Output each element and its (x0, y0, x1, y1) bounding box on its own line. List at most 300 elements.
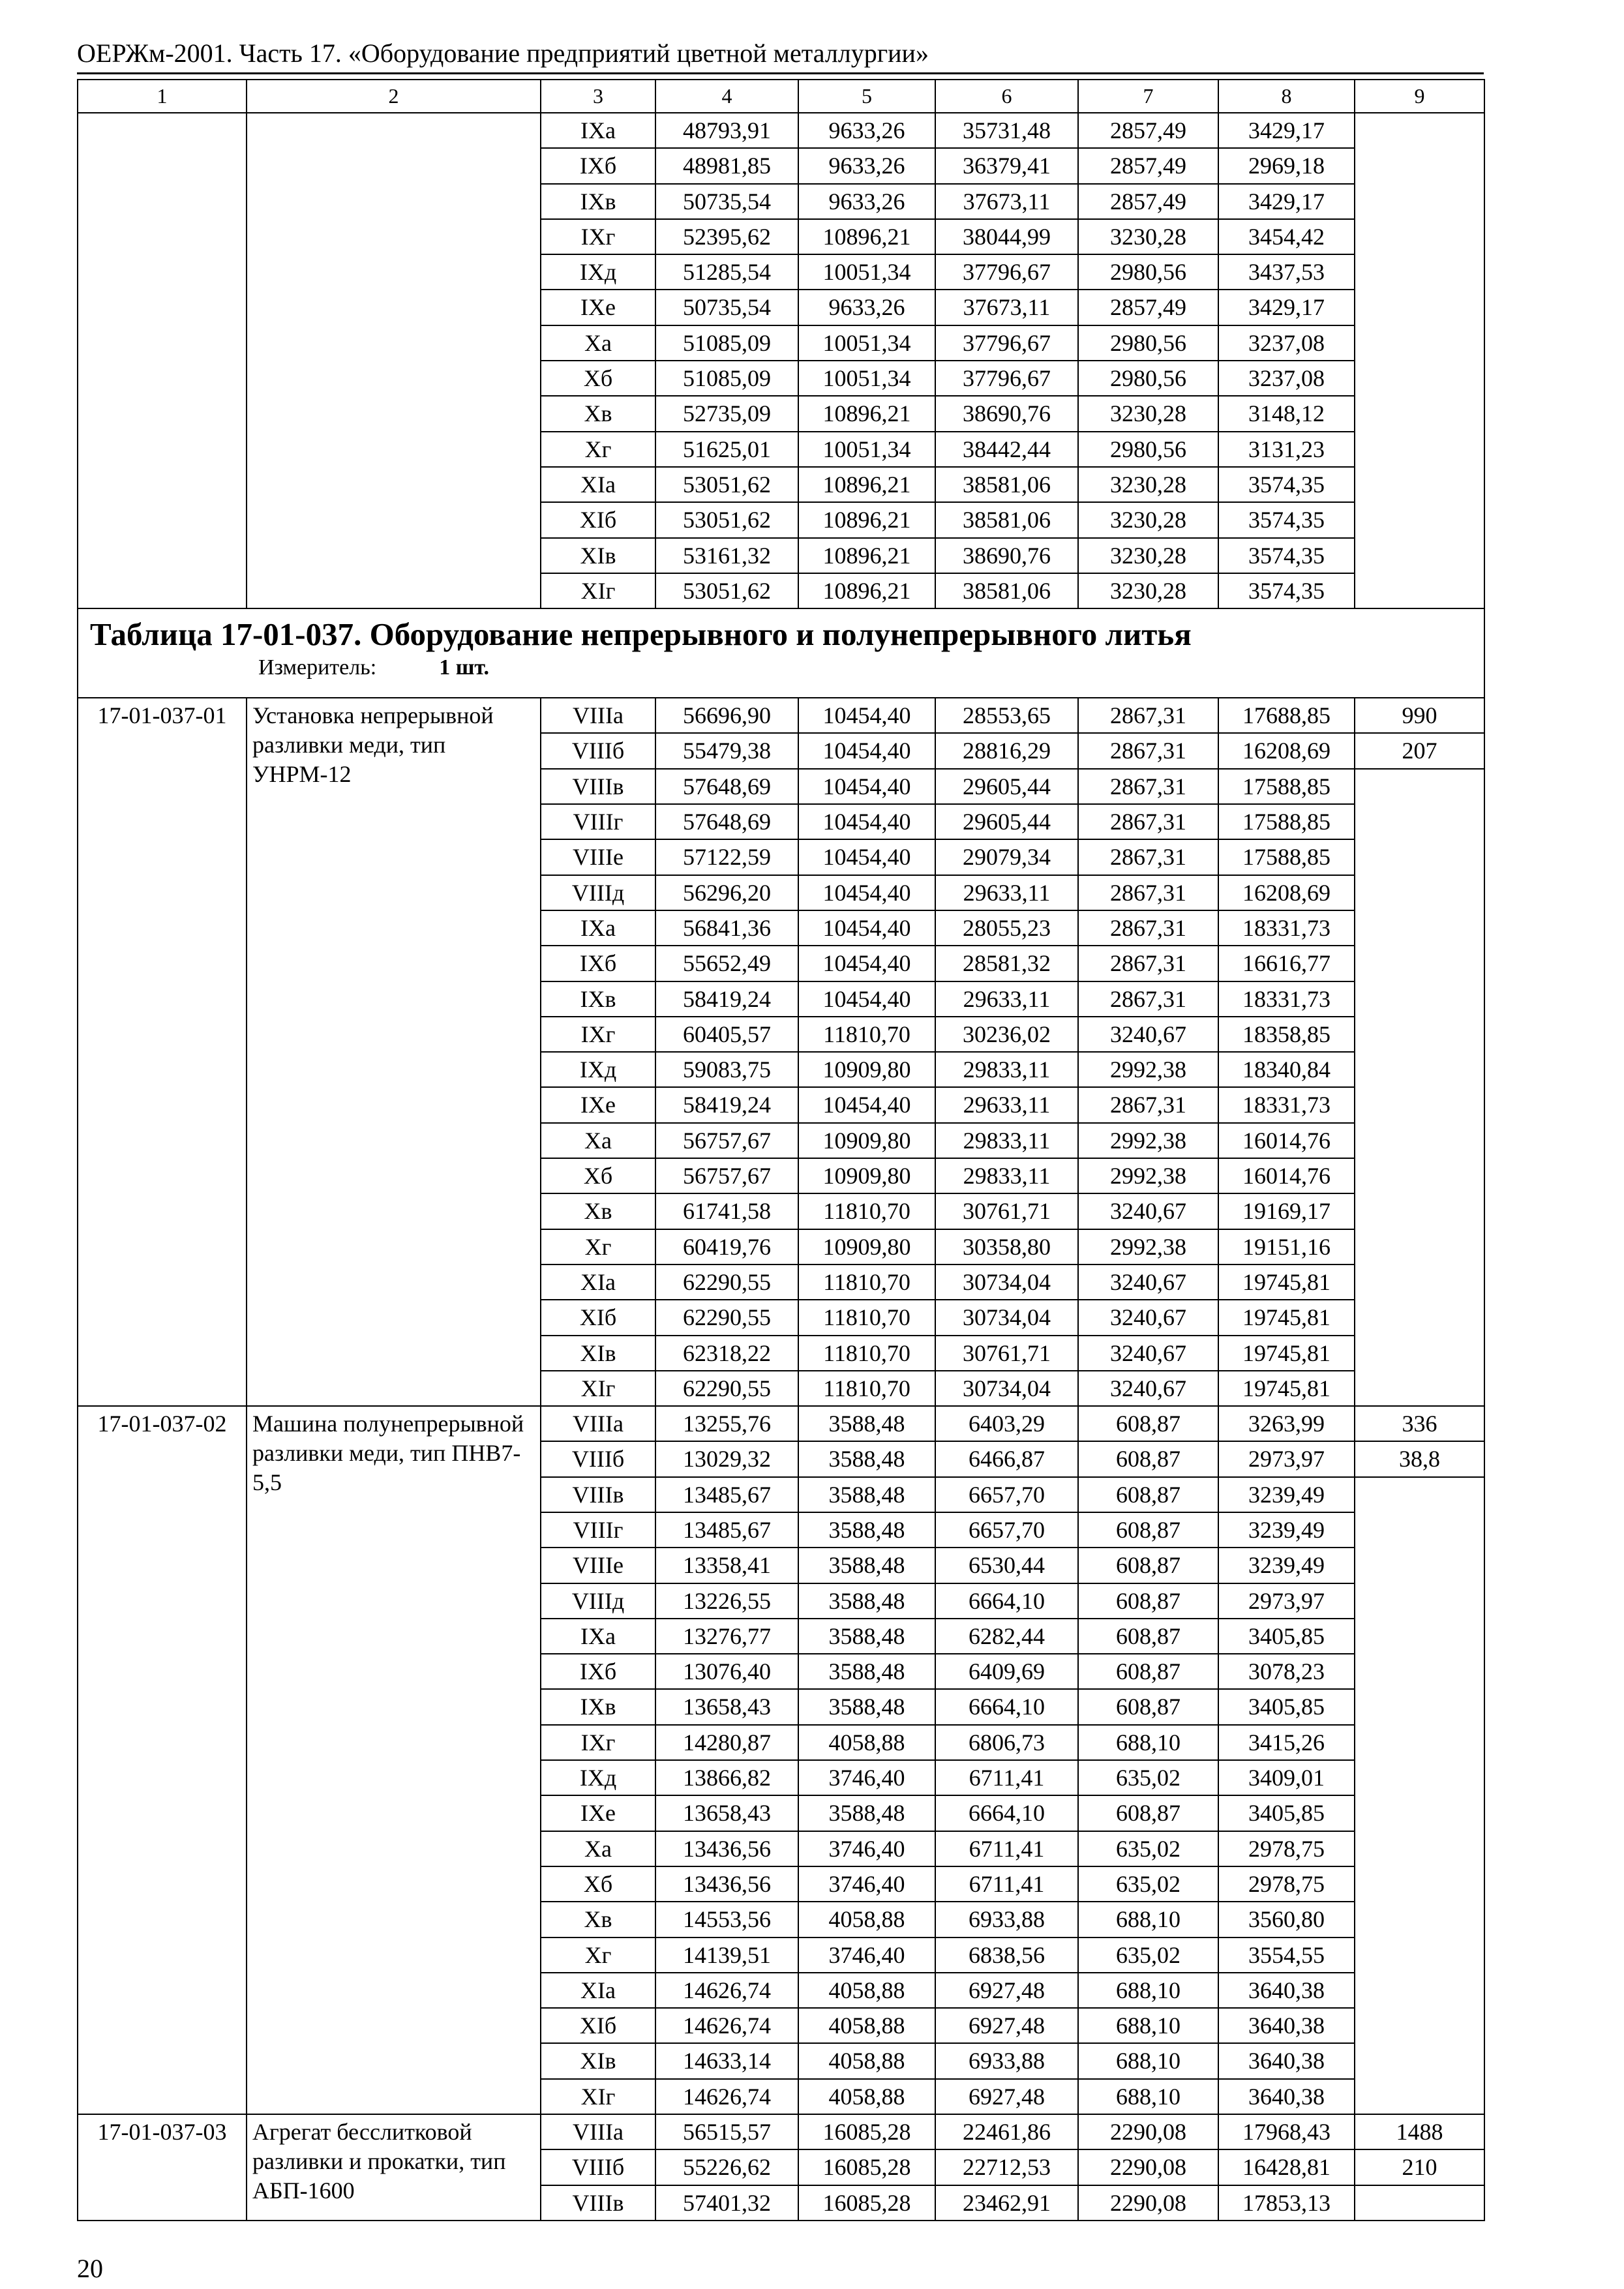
value-cell: 2867,31 (1078, 981, 1218, 1017)
value-cell: 18331,73 (1218, 981, 1355, 1017)
value-cell: 62290,55 (655, 1371, 798, 1406)
value-cell: 56757,67 (655, 1123, 798, 1158)
value-cell: 2867,31 (1078, 1087, 1218, 1122)
value-cell: 688,10 (1078, 2008, 1218, 2043)
value-cell: 18358,85 (1218, 1017, 1355, 1052)
value-cell: 688,10 (1078, 2079, 1218, 2114)
value-cell: 6282,44 (935, 1619, 1078, 1654)
value-cell: 3148,12 (1218, 396, 1355, 431)
value-cell: 10454,40 (798, 875, 935, 910)
value-cell: 2867,31 (1078, 839, 1218, 875)
value-cell: 11810,70 (798, 1300, 935, 1335)
zone-cell: VIIIа (541, 698, 655, 733)
value-cell: 688,10 (1078, 2043, 1218, 2078)
col9-cell-empty (1355, 113, 1484, 608)
value-cell: 51085,09 (655, 361, 798, 396)
value-cell: 14626,74 (655, 1973, 798, 2008)
zone-cell: IXв (541, 981, 655, 1017)
value-cell: 6409,69 (935, 1654, 1078, 1689)
value-cell: 3230,28 (1078, 573, 1218, 608)
value-cell: 17588,85 (1218, 804, 1355, 839)
value-cell: 38044,99 (935, 219, 1078, 254)
value-cell: 688,10 (1078, 1902, 1218, 1937)
value-cell: 14553,56 (655, 1902, 798, 1937)
value-cell: 6664,10 (935, 1795, 1078, 1831)
value-cell: 19745,81 (1218, 1336, 1355, 1371)
value-cell: 29633,11 (935, 875, 1078, 910)
value-cell: 11810,70 (798, 1193, 935, 1229)
value-cell: 53051,62 (655, 467, 798, 502)
value-cell: 3263,99 (1218, 1406, 1355, 1441)
value-cell: 57648,69 (655, 769, 798, 804)
value-cell: 3240,67 (1078, 1336, 1218, 1371)
value-cell: 16014,76 (1218, 1123, 1355, 1158)
value-cell: 6838,56 (935, 1937, 1078, 1973)
value-cell: 13658,43 (655, 1795, 798, 1831)
value-cell: 3574,35 (1218, 502, 1355, 537)
zone-cell: VIIIв (541, 769, 655, 804)
value-cell: 2290,08 (1078, 2149, 1218, 2185)
value-cell: 6711,41 (935, 1760, 1078, 1795)
value-cell: 3230,28 (1078, 219, 1218, 254)
value-cell: 50735,54 (655, 184, 798, 219)
value-cell: 22712,53 (935, 2149, 1078, 2185)
value-cell: 3240,67 (1078, 1300, 1218, 1335)
value-cell: 37673,11 (935, 184, 1078, 219)
zone-cell: XIа (541, 467, 655, 502)
value-cell: 3746,40 (798, 1760, 935, 1795)
value-cell: 14633,14 (655, 2043, 798, 2078)
value-cell: 51085,09 (655, 325, 798, 361)
zone-cell: Xб (541, 1866, 655, 1902)
value-cell: 3454,42 (1218, 219, 1355, 254)
value-cell: 13866,82 (655, 1760, 798, 1795)
zone-cell: Xа (541, 325, 655, 361)
value-cell: 10909,80 (798, 1052, 935, 1087)
zone-cell: XIг (541, 1371, 655, 1406)
value-cell: 58419,24 (655, 981, 798, 1017)
item-name: Установка непрерывной разливки меди, тип УНРМ-12 (247, 698, 541, 1406)
value-cell: 3429,17 (1218, 184, 1355, 219)
value-cell: 10909,80 (798, 1158, 935, 1193)
zone-cell: VIIIа (541, 1406, 655, 1441)
value-cell: 30734,04 (935, 1300, 1078, 1335)
value-cell: 56757,67 (655, 1158, 798, 1193)
value-cell: 608,87 (1078, 1654, 1218, 1689)
value-cell: 10454,40 (798, 839, 935, 875)
column-number-row (78, 80, 1484, 113)
zone-cell: IXг (541, 219, 655, 254)
zone-cell: XIв (541, 2043, 655, 2078)
value-cell: 28553,65 (935, 698, 1078, 733)
value-cell: 6530,44 (935, 1548, 1078, 1583)
value-cell: 6657,70 (935, 1512, 1078, 1548)
value-cell: 60405,57 (655, 1017, 798, 1052)
value-cell: 30734,04 (935, 1264, 1078, 1300)
value-cell: 6403,29 (935, 1406, 1078, 1441)
value-cell: 6711,41 (935, 1866, 1078, 1902)
value-cell: 56296,20 (655, 875, 798, 910)
value-cell: 608,87 (1078, 1477, 1218, 1512)
value-cell: 38690,76 (935, 396, 1078, 431)
value-cell: 16085,28 (798, 2149, 935, 2185)
value-cell: 2857,49 (1078, 148, 1218, 183)
value-cell: 3554,55 (1218, 1937, 1355, 1973)
value-cell: 3240,67 (1078, 1371, 1218, 1406)
col9-empty (1355, 1477, 1484, 2114)
value-cell: 28581,32 (935, 946, 1078, 981)
zone-cell: IXе (541, 1795, 655, 1831)
value-cell: 57401,32 (655, 2185, 798, 2221)
value-cell: 38690,76 (935, 538, 1078, 573)
value-cell: 4058,88 (798, 1973, 935, 2008)
zone-cell: Xб (541, 361, 655, 396)
value-cell: 10896,21 (798, 502, 935, 537)
value-cell: 3588,48 (798, 1406, 935, 1441)
value-cell: 3230,28 (1078, 467, 1218, 502)
table-title-cell (78, 608, 1484, 698)
value-cell: 14280,87 (655, 1725, 798, 1760)
zone-cell: IXб (541, 1654, 655, 1689)
value-cell: 13485,67 (655, 1477, 798, 1512)
column-number: 2 (247, 80, 541, 113)
zone-cell: Xг (541, 1229, 655, 1264)
item-code: 17-01-037-01 (78, 698, 247, 1406)
value-cell: 19745,81 (1218, 1264, 1355, 1300)
value-cell: 10896,21 (798, 538, 935, 573)
value-cell: 10896,21 (798, 573, 935, 608)
value-cell: 10454,40 (798, 698, 935, 733)
value-cell: 29633,11 (935, 1087, 1078, 1122)
value-cell: 10051,34 (798, 432, 935, 467)
zone-cell: IXе (541, 1087, 655, 1122)
zone-cell: VIIIг (541, 1512, 655, 1548)
value-cell: 6933,88 (935, 1902, 1078, 1937)
value-cell: 16208,69 (1218, 733, 1355, 768)
value-cell: 635,02 (1078, 1866, 1218, 1902)
value-cell: 608,87 (1078, 1406, 1218, 1441)
value-cell: 30236,02 (935, 1017, 1078, 1052)
value-cell: 57648,69 (655, 804, 798, 839)
column-number: 4 (655, 80, 798, 113)
value-cell: 62290,55 (655, 1300, 798, 1335)
value-cell: 608,87 (1078, 1512, 1218, 1548)
value-cell: 3640,38 (1218, 2043, 1355, 2078)
value-cell: 13436,56 (655, 1831, 798, 1866)
value-cell: 11810,70 (798, 1336, 935, 1371)
value-cell: 13436,56 (655, 1866, 798, 1902)
value-cell: 10051,34 (798, 254, 935, 290)
value-cell: 35731,48 (935, 113, 1078, 148)
value-cell: 2867,31 (1078, 804, 1218, 839)
table-row (78, 698, 1484, 733)
value-cell: 48793,91 (655, 113, 798, 148)
value-cell: 3746,40 (798, 1937, 935, 1973)
price-table-body (78, 80, 1484, 2221)
value-cell: 4058,88 (798, 2079, 935, 2114)
value-cell: 10909,80 (798, 1229, 935, 1264)
item-code: 17-01-037-02 (78, 1406, 247, 2114)
zone-cell: IXе (541, 290, 655, 325)
page-number: 20 (77, 2254, 103, 2283)
item-code: 17-01-037-03 (78, 2114, 247, 2221)
value-cell: 19745,81 (1218, 1371, 1355, 1406)
zone-cell: XIа (541, 1264, 655, 1300)
value-cell: 36379,41 (935, 148, 1078, 183)
zone-cell: XIб (541, 2008, 655, 2043)
value-cell: 2992,38 (1078, 1158, 1218, 1193)
value-cell: 3588,48 (798, 1795, 935, 1831)
zone-cell: Xв (541, 1193, 655, 1229)
value-cell: 688,10 (1078, 1725, 1218, 1760)
table-title: Таблица 17-01-037. Оборудование непрерывного и полунепрерывного литья (90, 616, 1192, 653)
unit-value: 1 шт. (439, 655, 490, 680)
value-cell: 10454,40 (798, 946, 935, 981)
value-cell: 3230,28 (1078, 502, 1218, 537)
value-cell: 52395,62 (655, 219, 798, 254)
value-cell: 3239,49 (1218, 1548, 1355, 1583)
value-cell: 10896,21 (798, 396, 935, 431)
value-cell: 2978,75 (1218, 1866, 1355, 1902)
value-cell: 3405,85 (1218, 1795, 1355, 1831)
value-cell: 3588,48 (798, 1654, 935, 1689)
header-rule (77, 72, 1484, 74)
value-cell: 10909,80 (798, 1123, 935, 1158)
zone-cell: IXг (541, 1017, 655, 1052)
zone-cell: VIIIа (541, 2114, 655, 2149)
value-cell: 608,87 (1078, 1795, 1218, 1831)
value-cell: 3588,48 (798, 1512, 935, 1548)
price-table (77, 79, 1485, 2221)
value-cell: 3588,48 (798, 1583, 935, 1619)
column-number: 9 (1355, 80, 1484, 113)
value-cell: 52735,09 (655, 396, 798, 431)
value-cell: 3746,40 (798, 1831, 935, 1866)
value-cell: 30761,71 (935, 1336, 1078, 1371)
value-cell: 608,87 (1078, 1583, 1218, 1619)
value-cell: 3429,17 (1218, 290, 1355, 325)
value-cell: 2857,49 (1078, 290, 1218, 325)
zone-cell: XIб (541, 502, 655, 537)
value-cell: 2290,08 (1078, 2185, 1218, 2221)
col9-empty (1355, 2185, 1484, 2221)
value-cell: 608,87 (1078, 1619, 1218, 1654)
zone-cell: Xа (541, 1831, 655, 1866)
zone-cell: XIг (541, 2079, 655, 2114)
value-cell: 3240,67 (1078, 1017, 1218, 1052)
value-cell: 9633,26 (798, 290, 935, 325)
value-cell: 38581,06 (935, 573, 1078, 608)
value-cell: 18331,73 (1218, 910, 1355, 946)
col9-value: 207 (1355, 733, 1484, 768)
value-cell: 57122,59 (655, 839, 798, 875)
value-cell: 2980,56 (1078, 361, 1218, 396)
value-cell: 10454,40 (798, 769, 935, 804)
value-cell: 22461,86 (935, 2114, 1078, 2149)
value-cell: 28055,23 (935, 910, 1078, 946)
value-cell: 3409,01 (1218, 1760, 1355, 1795)
column-number: 6 (935, 80, 1078, 113)
value-cell: 6664,10 (935, 1689, 1078, 1724)
value-cell: 17588,85 (1218, 839, 1355, 875)
value-cell: 608,87 (1078, 1548, 1218, 1583)
value-cell: 3437,53 (1218, 254, 1355, 290)
value-cell: 37796,67 (935, 325, 1078, 361)
value-cell: 6933,88 (935, 2043, 1078, 2078)
value-cell: 38581,06 (935, 502, 1078, 537)
zone-cell: VIIIд (541, 875, 655, 910)
value-cell: 2973,97 (1218, 1583, 1355, 1619)
value-cell: 18340,84 (1218, 1052, 1355, 1087)
value-cell: 3574,35 (1218, 573, 1355, 608)
value-cell: 9633,26 (798, 113, 935, 148)
value-cell: 3560,80 (1218, 1902, 1355, 1937)
value-cell: 3588,48 (798, 1441, 935, 1476)
value-cell: 4058,88 (798, 2008, 935, 2043)
column-number: 3 (541, 80, 655, 113)
value-cell: 18331,73 (1218, 1087, 1355, 1122)
column-number: 5 (798, 80, 935, 113)
value-cell: 19745,81 (1218, 1300, 1355, 1335)
col9-empty (1355, 769, 1484, 1406)
col9-value: 336 (1355, 1406, 1484, 1441)
zone-cell: VIIIе (541, 1548, 655, 1583)
value-cell: 23462,91 (935, 2185, 1078, 2221)
zone-cell: VIIIв (541, 1477, 655, 1512)
value-cell: 29833,11 (935, 1158, 1078, 1193)
value-cell: 3078,23 (1218, 1654, 1355, 1689)
value-cell: 2992,38 (1078, 1229, 1218, 1264)
value-cell: 3405,85 (1218, 1619, 1355, 1654)
value-cell: 9633,26 (798, 148, 935, 183)
zone-cell: XIа (541, 1973, 655, 2008)
value-cell: 3240,67 (1078, 1193, 1218, 1229)
value-cell: 688,10 (1078, 1973, 1218, 2008)
zone-cell: Xб (541, 1158, 655, 1193)
value-cell: 10051,34 (798, 361, 935, 396)
value-cell: 19169,17 (1218, 1193, 1355, 1229)
value-cell: 13358,41 (655, 1548, 798, 1583)
value-cell: 3746,40 (798, 1866, 935, 1902)
value-cell: 37673,11 (935, 290, 1078, 325)
value-cell: 56696,90 (655, 698, 798, 733)
value-cell: 29605,44 (935, 804, 1078, 839)
unit-label: Измеритель: (258, 655, 377, 680)
value-cell: 2290,08 (1078, 2114, 1218, 2149)
value-cell: 13658,43 (655, 1689, 798, 1724)
value-cell: 3230,28 (1078, 396, 1218, 431)
value-cell: 6711,41 (935, 1831, 1078, 1866)
value-cell: 9633,26 (798, 184, 935, 219)
zone-cell: Xг (541, 432, 655, 467)
value-cell: 608,87 (1078, 1441, 1218, 1476)
value-cell: 3239,49 (1218, 1512, 1355, 1548)
value-cell: 3574,35 (1218, 467, 1355, 502)
value-cell: 10454,40 (798, 733, 935, 768)
value-cell: 608,87 (1078, 1689, 1218, 1724)
value-cell: 13076,40 (655, 1654, 798, 1689)
value-cell: 4058,88 (798, 2043, 935, 2078)
zone-cell: XIг (541, 573, 655, 608)
value-cell: 61741,58 (655, 1193, 798, 1229)
table-row (78, 1406, 1484, 1441)
value-cell: 28816,29 (935, 733, 1078, 768)
value-cell: 53051,62 (655, 502, 798, 537)
value-cell: 38442,44 (935, 432, 1078, 467)
zone-cell: VIIIб (541, 1441, 655, 1476)
value-cell: 2867,31 (1078, 875, 1218, 910)
value-cell: 13029,32 (655, 1441, 798, 1476)
value-cell: 10051,34 (798, 325, 935, 361)
col9-value: 1488 (1355, 2114, 1484, 2149)
value-cell: 11810,70 (798, 1017, 935, 1052)
value-cell: 3239,49 (1218, 1477, 1355, 1512)
zone-cell: VIIIв (541, 2185, 655, 2221)
zone-cell: Xв (541, 1902, 655, 1937)
zone-cell: VIIIд (541, 1583, 655, 1619)
value-cell: 56515,57 (655, 2114, 798, 2149)
value-cell: 29605,44 (935, 769, 1078, 804)
value-cell: 29079,34 (935, 839, 1078, 875)
value-cell: 2980,56 (1078, 254, 1218, 290)
value-cell: 3240,67 (1078, 1264, 1218, 1300)
value-cell: 29833,11 (935, 1052, 1078, 1087)
value-cell: 13226,55 (655, 1583, 798, 1619)
value-cell: 6466,87 (935, 1441, 1078, 1476)
zone-cell: Xв (541, 396, 655, 431)
value-cell: 30734,04 (935, 1371, 1078, 1406)
value-cell: 2973,97 (1218, 1441, 1355, 1476)
value-cell: 635,02 (1078, 1831, 1218, 1866)
zone-cell: VIIIг (541, 804, 655, 839)
value-cell: 17588,85 (1218, 769, 1355, 804)
value-cell: 29833,11 (935, 1123, 1078, 1158)
value-cell: 50735,54 (655, 290, 798, 325)
value-cell: 29633,11 (935, 981, 1078, 1017)
value-cell: 10454,40 (798, 804, 935, 839)
value-cell: 53161,32 (655, 538, 798, 573)
value-cell: 6806,73 (935, 1725, 1078, 1760)
value-cell: 10454,40 (798, 1087, 935, 1122)
value-cell: 3237,08 (1218, 325, 1355, 361)
zone-cell: XIв (541, 538, 655, 573)
value-cell: 16014,76 (1218, 1158, 1355, 1193)
value-cell: 16085,28 (798, 2185, 935, 2221)
value-cell: 4058,88 (798, 1902, 935, 1937)
zone-cell: IXа (541, 910, 655, 946)
value-cell: 3588,48 (798, 1548, 935, 1583)
value-cell: 55479,38 (655, 733, 798, 768)
zone-cell: VIIIб (541, 733, 655, 768)
zone-cell: IXг (541, 1725, 655, 1760)
value-cell: 14626,74 (655, 2008, 798, 2043)
value-cell: 2857,49 (1078, 113, 1218, 148)
value-cell: 51285,54 (655, 254, 798, 290)
value-cell: 13255,76 (655, 1406, 798, 1441)
value-cell: 13276,77 (655, 1619, 798, 1654)
value-cell: 17853,13 (1218, 2185, 1355, 2221)
value-cell: 14139,51 (655, 1937, 798, 1973)
column-number: 7 (1078, 80, 1218, 113)
value-cell: 3574,35 (1218, 538, 1355, 573)
value-cell: 2867,31 (1078, 769, 1218, 804)
value-cell: 59083,75 (655, 1052, 798, 1087)
value-cell: 19151,16 (1218, 1229, 1355, 1264)
value-cell: 48981,85 (655, 148, 798, 183)
zone-cell: XIв (541, 1336, 655, 1371)
value-cell: 3230,28 (1078, 538, 1218, 573)
zone-cell: IXв (541, 184, 655, 219)
